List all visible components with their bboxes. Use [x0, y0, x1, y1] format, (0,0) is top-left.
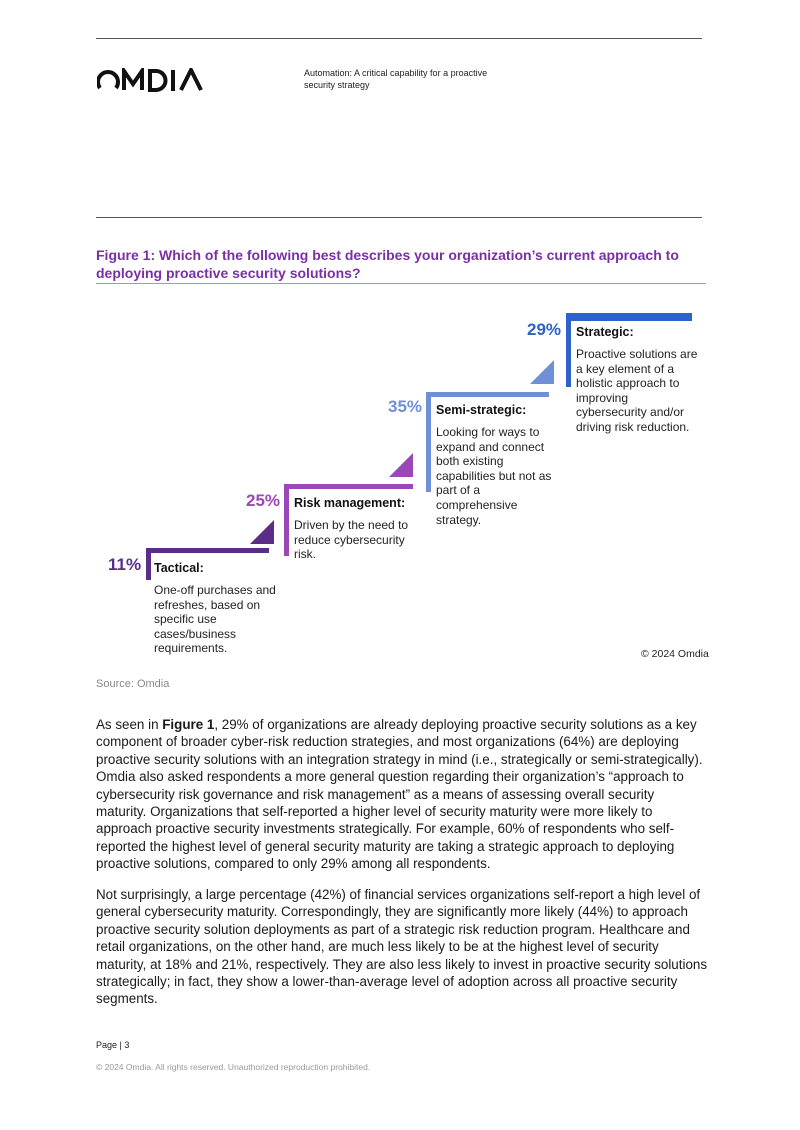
- strategic-description: Proactive solutions are a key element of a holistic approach to improving cybersecurity and/or driving risk reduction.: [576, 347, 698, 434]
- header-bottom-rule: [96, 217, 702, 218]
- step-strategic-side-bar: [566, 313, 571, 387]
- figure-title-underline: [96, 283, 706, 284]
- omdia-logo-mark: [97, 68, 205, 92]
- step-semi-side-bar: [426, 392, 431, 492]
- step-risk-arrow: [389, 453, 413, 477]
- step-tactical-top-bar: [146, 548, 269, 553]
- footer-legal: © 2024 Omdia. All rights reserved. Unauthorized reproduction prohibited.: [96, 1062, 371, 1072]
- strategic-percent: 29%: [527, 320, 562, 339]
- strategic-title: Strategic:: [576, 325, 634, 339]
- step-tactical-side-bar: [146, 548, 151, 580]
- risk-description: Driven by the need to reduce cybersecurity risk.: [294, 518, 409, 562]
- figure-title: Figure 1: Which of the following best describes your organization’s current approach to deploying proactive security solutions?: [96, 247, 679, 281]
- step-risk-side-bar: [284, 484, 289, 556]
- figure-copyright: © 2024 Omdia: [641, 648, 709, 660]
- body-paragraph-2: Not surprisingly, a large percentage (42%) of financial services organizations self-report a high level of general cybersecurity maturity. Correspondingly, they are significantly more likely (44%) to approach proactive security solution deployments as part of a strategic risk reduction program. Healthcare and retail organizations, on the other hand, are much less likely to be at the highest level of security maturity, at 18% and 21%, respectively. They are also less likely to invest in proactive security solutions strategically; in fact, they show a lower-than-average level of adoption across all proactive security segments.: [96, 887, 708, 1007]
- page-number: Page | 3: [96, 1040, 130, 1050]
- p1-prefix: As seen in: [96, 717, 163, 732]
- omdia-logo: [97, 68, 205, 97]
- step-semi-top-bar: [426, 392, 549, 397]
- tactical-title: Tactical:: [154, 561, 204, 575]
- p1-rest: , 29% of organizations are already deploying proactive security solutions as a key component of broader cyber-risk reduction strategies, and most organizations (64%) are deploying proactive security solutions with an integration strategy in mind (i.e., strategically or semi-strategically). Omdia also asked respondents a more general question regarding their organization’s “approach to cybersecurity risk governance and risk management” as a means of assessing overall security maturity. Organizations that self-reported a higher level of security maturity were more likely to approach proactive security investments strategically. For example, 60% of respondents who self-reported the highest level of general security maturity are taking a strategic approach to deploying proactive solutions, compared to only 29% among all respondents.: [96, 717, 703, 872]
- tactical-percent: 11%: [108, 555, 142, 574]
- semi-strategic-title: Semi-strategic:: [436, 403, 527, 417]
- step-semi-arrow: [530, 360, 554, 384]
- body-paragraph-1: [96, 716, 708, 873]
- semi-strategic-percent: 35%: [388, 397, 423, 416]
- step-strategic-top-bar: [566, 313, 692, 321]
- step-risk-top-bar: [284, 484, 413, 489]
- figure-reference: Figure 1: [162, 717, 215, 732]
- step-tactical-arrow: [250, 520, 274, 544]
- risk-percent: 25%: [246, 491, 281, 510]
- top-rule: [96, 38, 702, 39]
- tactical-description: One-off purchases and refreshes, based on specific use cases/business requirements.: [154, 583, 276, 656]
- risk-title: Risk management:: [294, 496, 406, 510]
- report-title: Automation: A critical capability for a proactive security strategy: [304, 68, 488, 90]
- semi-strategic-description: Looking for ways to expand and connect both existing capabilities but not as part of a comprehensive strategy.: [436, 425, 552, 527]
- figure-source: Source: Omdia: [96, 678, 170, 690]
